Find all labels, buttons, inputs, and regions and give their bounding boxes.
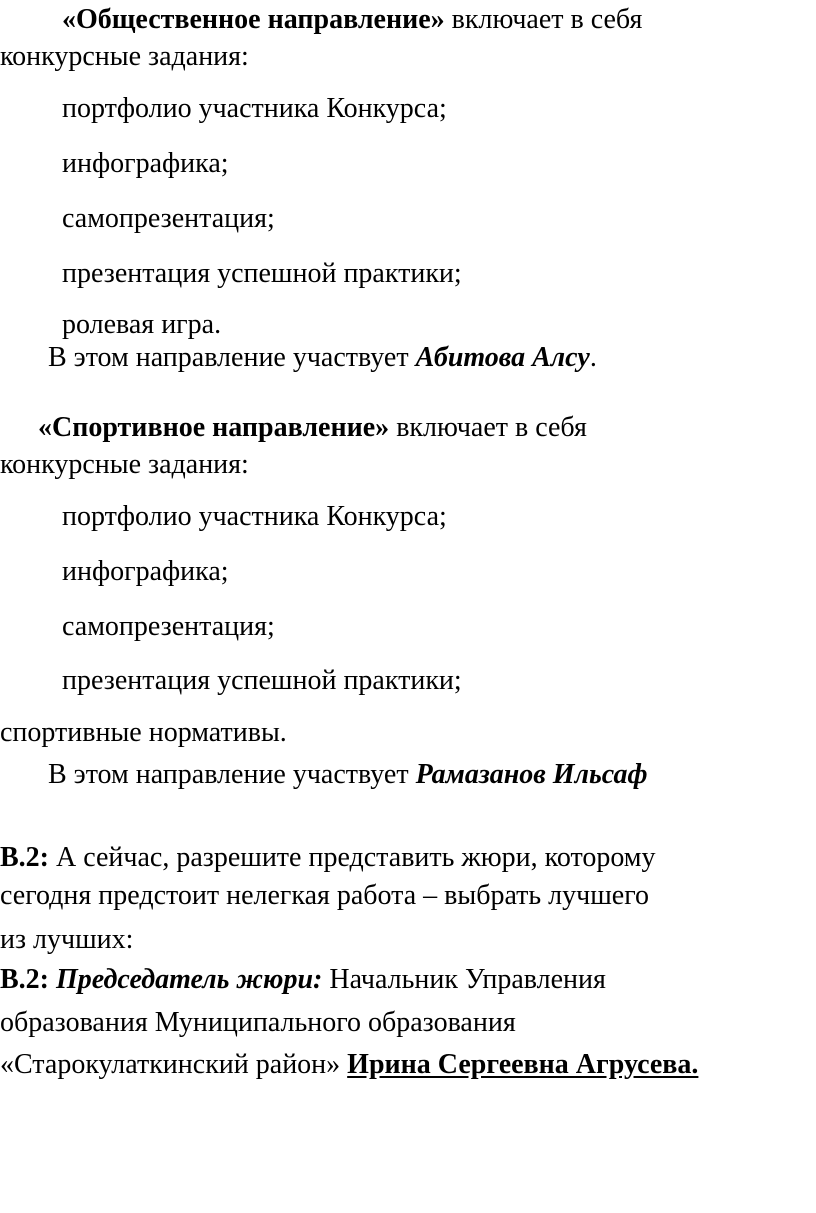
speech1-line2: сегодня предстоит нелегкая работа – выбрать лучшего [0,880,650,911]
district-name: «Старокулаткинский район» [0,1049,348,1080]
section2-item: спортивные нормативы. [0,717,287,748]
speech2-line3 [0,1049,698,1081]
section1-intro [62,4,642,36]
section2-participant [48,759,647,791]
participant-suffix: . [589,342,597,373]
participant-name: Абитова Алсу [415,342,590,373]
section1-item: портфолио участника Конкурса; [62,93,447,124]
section1-item: самопрезентация; [62,203,275,234]
section2-intro-text: включает в себя [389,412,587,443]
speech2-text: Начальник Управления [322,964,606,995]
section2-intro [38,412,587,444]
jury-chair-name: Ирина Сергеевна Агрусева. [347,1049,699,1080]
speech2-line1 [0,964,606,996]
speech1-line1 [0,842,656,874]
section1-item: ролевая игра. [62,309,222,340]
section2-heading: «Спортивное направление» [38,412,390,443]
section2-item: презентация успешной практики; [62,665,462,696]
speech1-text: А сейчас, разрешите представить жюри, которому [49,842,656,873]
section1-item: инфографика; [62,148,229,179]
speaker-label: В.2: [0,842,49,873]
speech1-line3: из лучших: [0,924,134,955]
section2-intro-line2: конкурсные задания: [0,449,249,480]
participant-prefix: В этом направление участвует [48,342,416,373]
jury-chair-role: Председатель жюри: [56,964,323,995]
section1-participant [48,342,597,374]
section1-heading: «Общественное направление» [62,4,445,35]
participant-name: Рамазанов Ильсаф [415,759,648,790]
speech2-line2: образования Муниципального образования [0,1007,516,1038]
section1-item: презентация успешной практики; [62,258,462,289]
participant-prefix: В этом направление участвует [48,759,416,790]
section2-item: самопрезентация; [62,611,275,642]
section1-intro-line2: конкурсные задания: [0,41,249,72]
section2-item: портфолио участника Конкурса; [62,501,447,532]
speaker-label: В.2: [0,964,49,995]
section1-intro-text: включает в себя [444,4,643,35]
section2-item: инфографика; [62,556,229,587]
